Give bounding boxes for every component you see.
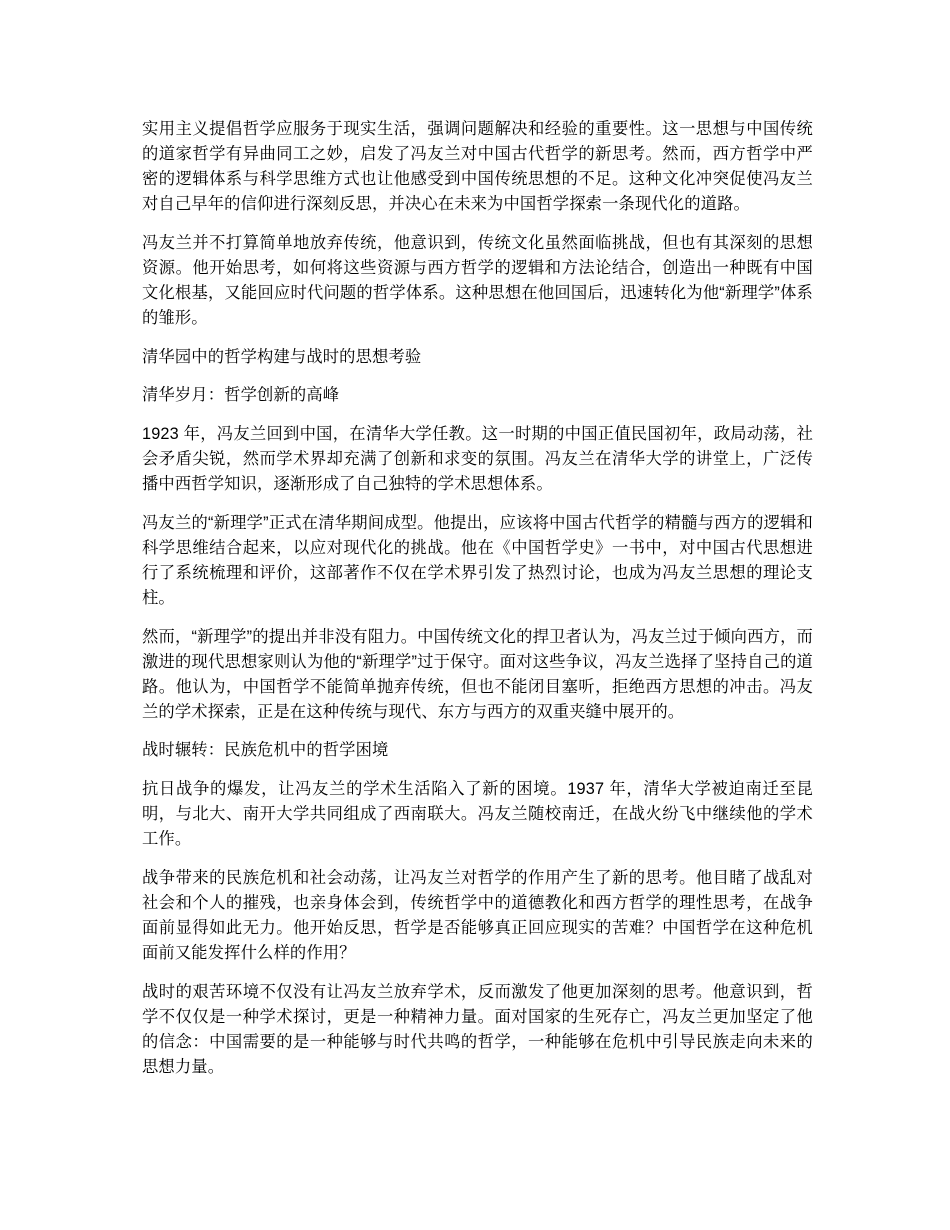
paragraph-pragmatism-intro: 实用主义提倡哲学应服务于现实生活，强调问题解决和经验的重要性。这一思想与中国传统的道家哲学有异曲同工之妙，启发了冯友兰对中国古代哲学的新思考。然而，西方哲学中严密的逻辑体系与科学思维方式也让他感受到中国传统思想的不足。这种文化冲突促使冯友兰对自己早年的信仰进行深刻反思，并决心在未来为中国哲学探索一条现代化的道路。 — [142, 120, 813, 214]
document-body — [142, 117, 813, 1080]
section-heading-tsinghua-construction: 清华园中的哲学构建与战时的思想考验 — [142, 347, 422, 366]
paragraph-new-lixue-controversy: 然而，“新理学”的提出并非没有阻力。中国传统文化的捍卫者认为，冯友兰过于倾向西方，而激进的现代思想家则认为他的“新理学”过于保守。面对这些争议，冯友兰选择了坚持自己的道路。他认为，中国哲学不能简单抛弃传统，但也不能闭目塞听，拒绝西方思想的冲击。冯友兰的学术探索，正是在这种传统与现代、东方与西方的双重夹缝中展开的。 — [142, 627, 813, 721]
paragraph-1923-return-china: 1923 年，冯友兰回到中国，在清华大学任教。这一时期的中国正值民国初年，政局动荡，社会矛盾尖锐，然而学术界却充满了创新和求变的氛围。冯友兰在清华大学的讲堂上，广泛传播中西哲学知识，逐渐形成了自己独特的学术思想体系。 — [142, 424, 813, 494]
paragraph-1937-southwest-associated-university: 抗日战争的爆发，让冯友兰的学术生活陷入了新的困境。1937 年，清华大学被迫南迁至昆明，与北大、南开大学共同组成了西南联大。冯友兰随校南迁，在战火纷飞中继续他的学术工作。 — [142, 780, 813, 849]
paragraph-new-lixue-formation: 冯友兰的“新理学”正式在清华期间成型。他提出，应该将中国古代哲学的精髓与西方的逻辑和科学思维结合起来，以应对现代化的挑战。他在《中国哲学史》一书中，对中国古代思想进行了系统梳理和评价，这部著作不仅在学术界引发了热烈讨论，也成为冯友兰思想的理论支柱。 — [142, 513, 813, 607]
subsection-heading-tsinghua-years: 清华岁月：哲学创新的高峰 — [142, 386, 340, 405]
paragraph-tradition-resources: 冯友兰并不打算简单地放弃传统，他意识到，传统文化虽然面临挑战，但也有其深刻的思想资源。他开始思考，如何将这些资源与西方哲学的逻辑和方法论结合，创造出一种既有中国文化根基，又能回应时代问题的哲学体系。这种思想在他回国后，迅速转化为他“新理学”体系的雏形。 — [142, 233, 813, 328]
subsection-heading-wartime-displacement: 战时辗转：民族危机中的哲学困境 — [142, 741, 389, 760]
paragraph-philosophy-as-spiritual-force: 战时的艰苦环境不仅没有让冯友兰放弃学术，反而激发了他更加深刻的思考。他意识到，哲学不仅仅是一种学术探讨，更是一种精神力量。面对国家的生死存亡，冯友兰更加坚定了他的信念：中国需要的是一种能够与时代共鸣的哲学，一种能够在危机中引导民族走向未来的思想力量。 — [142, 982, 813, 1076]
paragraph-war-crisis-reflection: 战争带来的民族危机和社会动荡，让冯友兰对哲学的作用产生了新的思考。他目睹了战乱对社会和个人的摧残，也亲身体会到，传统哲学中的道德教化和西方哲学的理性思考，在战争面前显得如此无力。他开始反思，哲学是否能够真正回应现实的苦难？中国哲学在这种危机面前又能发挥什么样的作用？ — [142, 868, 813, 963]
